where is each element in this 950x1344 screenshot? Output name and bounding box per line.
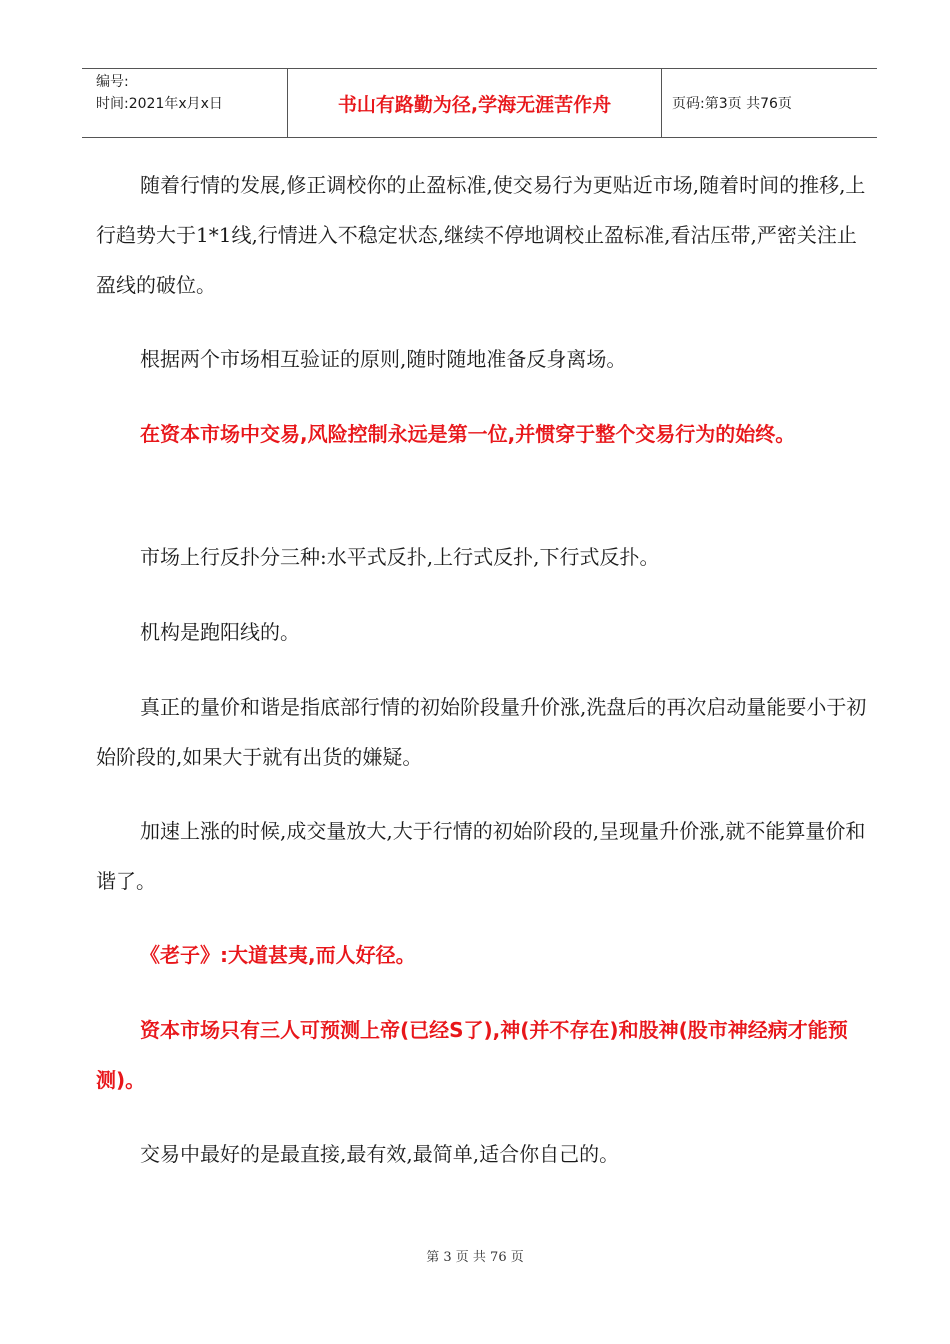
highlighted-paragraph: 资本市场只有三人可预测上帝(已经S了),神(并不存在)和股神(股市神经病才能预测)。	[96, 1018, 848, 1092]
document-time-label: 时间:2021年x月x日	[96, 96, 223, 112]
paragraph: 机构是跑阳线的。	[140, 620, 300, 644]
highlighted-paragraph: 《老子》:大道甚夷,而人好径。	[140, 943, 416, 967]
document-number-label: 编号:	[96, 74, 129, 90]
page-header	[82, 68, 877, 138]
header-meta	[82, 69, 288, 137]
paragraph: 真正的量价和谐是指底部行情的初始阶段量升价涨,洗盘后的再次启动量能要小于初始阶段的,如果大于就有出货的嫌疑。	[96, 695, 867, 769]
page-footer: 第 3 页 共 76 页	[426, 1250, 524, 1265]
header-motto: 书山有路勤为径,学海无涯苦作舟	[288, 69, 662, 137]
paragraph: 市场上行反扑分三种:水平式反扑,上行式反扑,下行式反扑。	[140, 545, 660, 569]
header-page-info: 页码:第3页 共76页	[672, 96, 792, 112]
highlighted-paragraph: 在资本市场中交易,风险控制永远是第一位,并惯穿于整个交易行为的始终。	[140, 422, 796, 446]
paragraph: 根据两个市场相互验证的原则,随时随地准备反身离场。	[140, 347, 627, 371]
paragraph: 交易中最好的是最直接,最有效,最简单,适合你自己的。	[140, 1142, 620, 1166]
paragraph: 随着行情的发展,修正调校你的止盈标准,使交易行为更贴近市场,随着时间的推移,上行趋势大于1*1线,行情进入不稳定状态,继续不停地调校止盈标准,看沽压带,严密关注止盈线的破位。	[96, 173, 866, 297]
paragraph: 加速上涨的时候,成交量放大,大于行情的初始阶段的,呈现量升价涨,就不能算量价和谐了。	[96, 819, 866, 893]
